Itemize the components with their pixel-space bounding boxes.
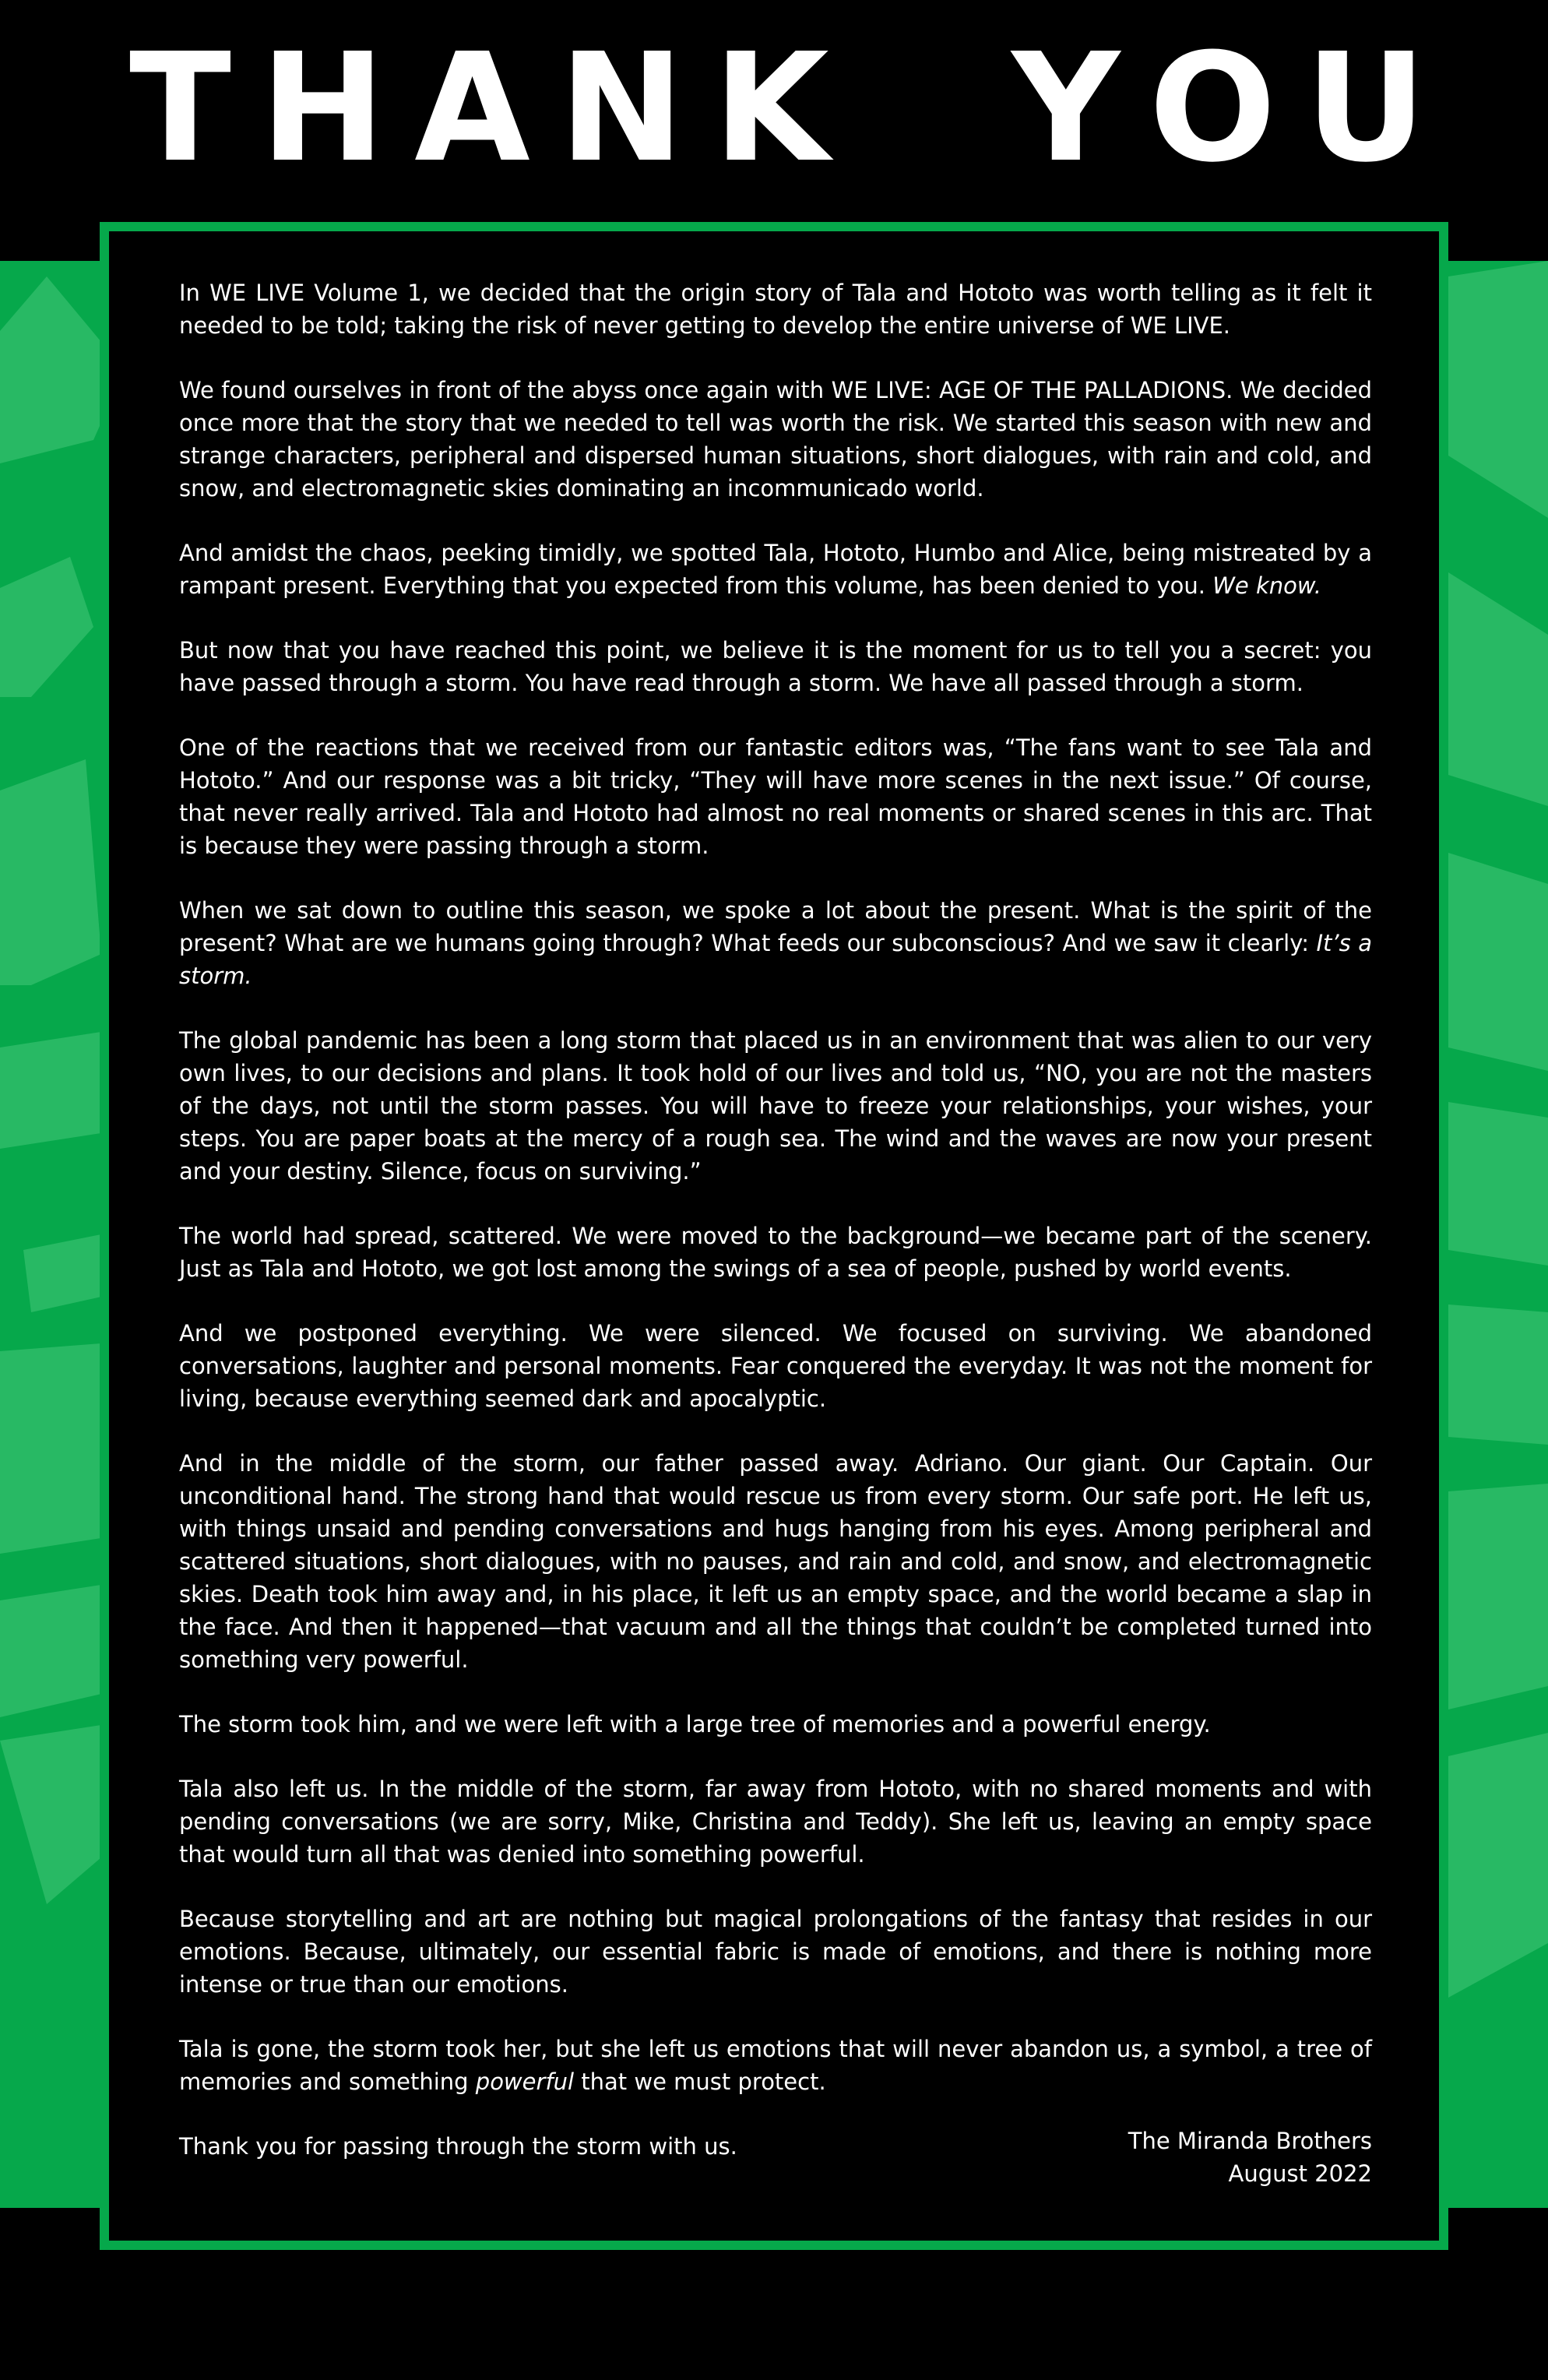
heading-letter: H (260, 22, 385, 195)
pattern-shard (1448, 1484, 1548, 1709)
signature-name: The Miranda Brothers (1128, 2128, 1372, 2154)
pattern-shard (1448, 572, 1548, 806)
paragraph (179, 2033, 1372, 2098)
paragraph: One of the reactions that we received from our fantastic editors was, “The fans want to see Tala and Hototo.” And our response was a bit tricky, “They will have more scenes in the next issue.” Of course, that never really arrived. Tala and Hototo had almost no real moments or shared scenes in this arc. That is because they were passing through a storm. (179, 734, 1372, 859)
paragraph: In WE LIVE Volume 1, we decided that the origin story of Tala and Hototo was worth telling as it felt it needed to be told; taking the risk of never getting to develop the entire universe of WE LIVE. (179, 280, 1372, 339)
heading-letter: K (713, 22, 829, 195)
paragraph-emphasis: powerful (475, 2068, 575, 2095)
paragraph: The storm took him, and we were left with a large tree of memories and a powerful energy. (179, 1711, 1211, 1737)
signature-date: August 2022 (1228, 2160, 1372, 2187)
pattern-shard (1448, 261, 1548, 518)
paragraph: We found ourselves in front of the abyss once again with WE LIVE: AGE OF THE PALLADIONS. We decided once more that the story that we needed to tell was worth the risk. We started this season with new and strange characters, peripheral and dispersed human situations, short dialogues, with rain and cold, and snow, and electromagnetic skies dominating an incommunicado world. (179, 377, 1372, 502)
thank-you-heading (0, 22, 1548, 195)
heading-letter: O (1149, 22, 1276, 195)
paragraph: Tala also left us. In the middle of the storm, far away from Hototo, with no shared moments and with pending conversations (we are sorry, Mike, Christina and Teddy). She left us, leaving an empty space that would turn all that was denied into something powerful. (179, 1776, 1372, 1868)
pattern-shard (1448, 1733, 1548, 1998)
pattern-shard (0, 1032, 101, 1149)
paragraph-text: When we sat down to outline this season, we spoke a lot about the present. What is the spirit of the present? What are we humans going through? What feeds our subconscious? And we saw it clearly: (179, 897, 1372, 956)
paragraph: But now that you have reached this point, we believe it is the moment for us to tell you a secret: you have passed through a storm. You have read through a storm. We have all passed through a storm. (179, 637, 1372, 696)
pattern-shard (0, 557, 93, 697)
pattern-shard (1448, 1102, 1548, 1266)
paragraph-text: And amidst the chaos, peeking timidly, we spotted Tala, Hototo, Humbo and Alice, being mistreated by a rampant present. Everything that you expected from this volume, has been denied to you. (179, 540, 1372, 599)
paragraph: The global pandemic has been a long storm that placed us in an environment that was alien to our very own lives, to our decisions and plans. It took hold of our lives and told us, “NO, you are not the masters of the days, not until the storm passes. You will have to freeze your relationships, your wishes, your steps. You are paper boats at the mercy of a rough sea. The wind and the waves are now your present and your destiny. Silence, focus on surviving.” (179, 1027, 1372, 1185)
signature-block (1128, 2125, 1372, 2190)
letter-body (179, 276, 1372, 2195)
heading-letter: N (559, 22, 684, 195)
heading-letter: Y (1011, 22, 1121, 195)
pattern-shard (1448, 853, 1548, 1071)
heading-letter: T (129, 22, 231, 195)
paragraph: And we postponed everything. We were silenced. We focused on surviving. We abandoned conversations, laughter and personal moments. Fear conquered the everyday. It was not the moment for living, because everything seemed dark and apocalyptic. (179, 1320, 1372, 1412)
paragraph (179, 537, 1372, 602)
pattern-shard (0, 1725, 101, 1904)
paragraph: The world had spread, scattered. We were moved to the background—we became part of the scenery. Just as Tala and Hototo, we got lost among the swings of a sea of people, pushed by world events. (179, 1223, 1372, 1282)
pattern-shard (0, 1585, 101, 1717)
paragraph-emphasis: We know. (1212, 572, 1321, 599)
heading-letter: U (1305, 22, 1427, 195)
paragraph-text: that we must protect. (581, 2068, 826, 2095)
paragraph-emphasis: It’s a storm. (179, 930, 1372, 989)
pattern-shard (1448, 1304, 1548, 1445)
heading-letter: A (414, 22, 530, 195)
paragraph: Because storytelling and art are nothing but magical prolongations of the fantasy that resides in our emotions. Because, ultimately, our essential fabric is made of emotions, and there is nothing more intense or true than our emotions. (179, 1906, 1372, 1998)
paragraph: Thank you for passing through the storm with us. (179, 2133, 737, 2160)
pattern-shard (0, 759, 101, 985)
paragraph (179, 894, 1372, 992)
paragraph: And in the middle of the storm, our father passed away. Adriano. Our giant. Our Captain. Our unconditional hand. The strong hand that would rescue us from every storm. Our safe port. He left us, with things unsaid and pending conversations and hugs hanging from his eyes. Among peripheral and scattered situations, short dialogues, with no pauses, and rain and cold, and snow, and electromagnetic skies. Death took him away and, in his place, it left us an empty space, and the world became a slap in the face. And then it happened—that vacuum and all the things that couldn’t be completed turned into something very powerful. (179, 1450, 1372, 1673)
pattern-shard (23, 1234, 101, 1312)
pattern-shard (0, 1343, 101, 1554)
paragraph-text: Tala is gone, the storm took her, but she left us emotions that will never abandon us, a symbol, a tree of memories and something (179, 2036, 1372, 2095)
